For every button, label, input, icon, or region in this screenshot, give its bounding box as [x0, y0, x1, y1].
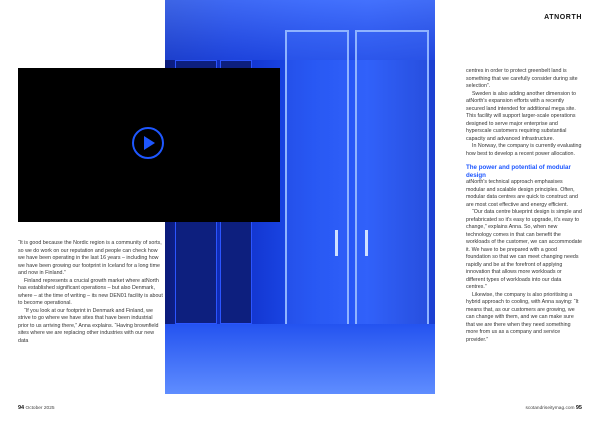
section-subheading: The power and potential of modular design [466, 164, 571, 179]
paragraph: Sweden is also adding another dimension to atNorth's expansion efforts with a recently secured land intended for additional mega site. This facility will support larger-scale operations designed to serve major enterprise and hyperscale customers requiring substantial capacity and advanced infrastructure. [466, 90, 576, 142]
left-text-column [18, 240, 164, 345]
paragraph: Likewise, the company is also prioritising a hybrid approach to cooling, with Anna saying: “It means that, as our customers are growing, we can change with them, and we can make sure that we are there when they need something more from us as a company and service provider.” [466, 291, 579, 343]
paragraph: In Norway, the company is currently evaluating how best to develop a recent power allocation. [466, 143, 582, 157]
photo-door [355, 30, 429, 354]
paragraph: Finland represents a crucial growth market where atNorth has established significant operations – but also Denmark, where – at the time of writing – its new DEN01 facility is about to become operational. [18, 277, 163, 306]
play-button[interactable] [132, 127, 164, 159]
paragraph: “Our data centre blueprint design is simple and prefabricated so it's easy to upgrade, it's easy to change,” explains Anna. So, when new technology comes in that can benefit the workloads of the customer, we can accommodate it. We have to be prepared with a good foundation so that we can meet changing needs rapidly and be at the forefront of applying innovation that allows more workloads or different types of workloads into our data centres.” [466, 209, 582, 290]
page-number: 95 [575, 405, 582, 411]
photo-floor [165, 324, 435, 394]
footer-left [18, 405, 55, 411]
paragraph: atNorth's technical approach emphasises modular and scalable design principles. Often, modular data centres are quick to construct and are most cost effective and energy efficient. [466, 179, 578, 208]
paragraph: “It is good because the Nordic region is a community of sorts, so we do work on our reputation and people can check how we have been operating in the last 16 years – including how we have been growing our footprint in Iceland for a long time and now in Finland.” [18, 240, 162, 276]
footer-right [525, 405, 582, 411]
photo-door [285, 30, 349, 354]
issue-date: October 2025 [25, 406, 55, 411]
photo-door-handle [365, 230, 368, 256]
paragraph: “If you look at our footprint in Denmark and Finland, we strive to go where we have sites that have been industrial prior to us arriving there,” Anna explains. “Having brownfield sites where we are replacing other industries with our new data [18, 307, 159, 344]
paragraph: centres in order to protect greenbelt land is something that we carefully consider during site selection”. [466, 68, 578, 89]
play-icon [144, 136, 155, 150]
page-number: 94 [18, 405, 25, 411]
right-text-column [466, 68, 582, 344]
photo-door-handle [335, 230, 338, 256]
website-link[interactable]: scotandriseitymag.com [525, 406, 575, 411]
brand-logo: ATNORTH [544, 14, 582, 21]
